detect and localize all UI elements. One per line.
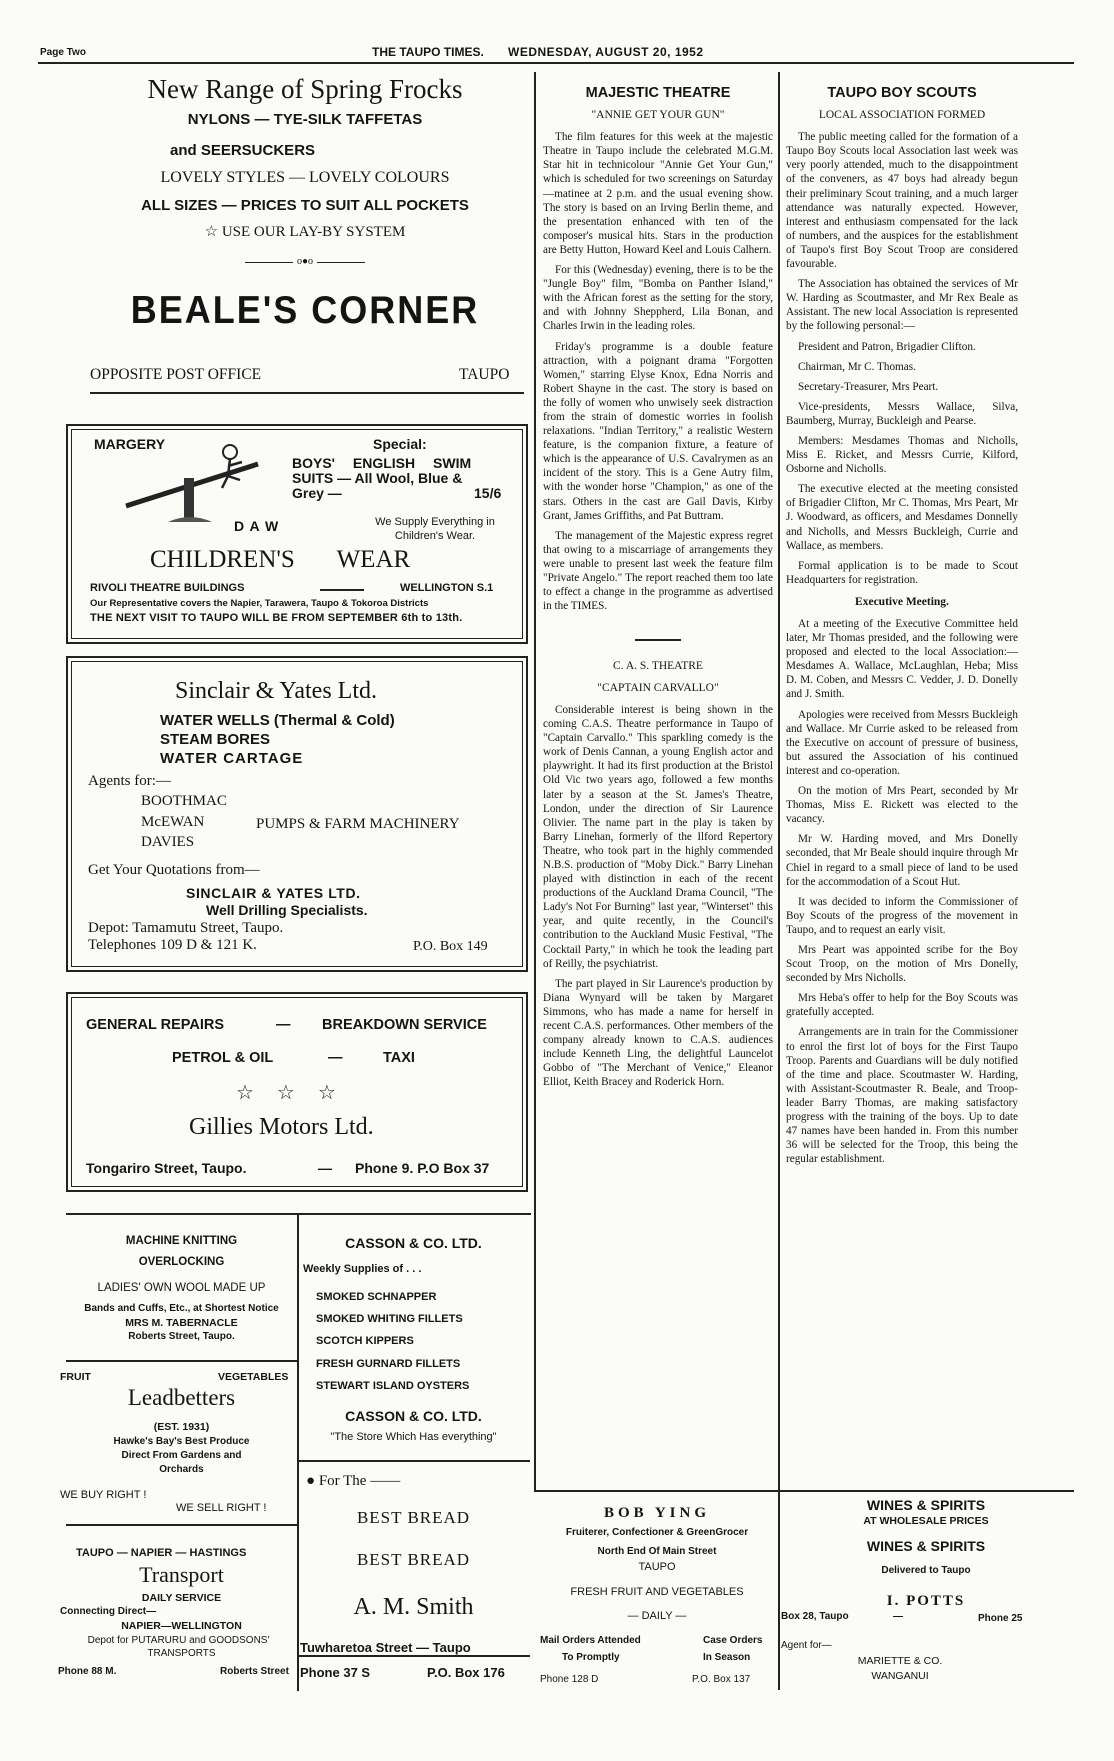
knitting-l3: LADIES' OWN WOOL MADE UP xyxy=(97,1282,266,1294)
bobying-prompt: To Promptly xyxy=(562,1652,620,1663)
leadbetters-est: (EST. 1931) xyxy=(153,1421,210,1433)
gillies-stars: ☆ ☆ ☆ xyxy=(236,1082,336,1104)
majestic-para-2: For this (Wednesday) evening, there is to be the "Jungle Boy" film, "Bomba on Panther Island," with the African forest as the setting for the story, and with Johnny Sheppherd, Lila Bonan, and Charles Irwin in the leading roles. xyxy=(543,264,773,333)
potts-phone: Phone 25 xyxy=(978,1613,1023,1624)
majestic-para-4: The management of the Majestic express regret that owing to a miscarriage of arrangements they were unable to present last week the feature film "Private Angelo." The report reached them too late to effect a change in the programme as advertised in the TIMES. xyxy=(543,529,773,613)
potts-l3: WINES & SPIRITS xyxy=(866,1538,986,1554)
sinclair-a3: DAVIES xyxy=(141,834,195,850)
scouts-para-1: The public meeting called for the formation of a Taupo Boy Scouts local Association last week was very poorly attended, much to the disappointment of the conveners, as 47 boys had already begun their preliminary Scout training, and a much larger attendance was naturally expected. However, interest and enthusiasm compensated for the lack of numbers, and the auspices for the establishment of Taupo's first Boy Scout Troop are considered favourable. xyxy=(786,131,1018,271)
newspaper-name: THE TAUPO TIMES. xyxy=(372,45,484,59)
sinclair-tel: Telephones 109 D & 121 K. xyxy=(88,937,257,953)
scouts-para-15: Mrs Peart was appointed scribe for the Boy Scout Troop, on the motion of Mrs Donelly, seconded by Mrs Nicholls. xyxy=(786,943,1018,985)
knitting-l4: Bands and Cuffs, Etc., at Shortest Notice xyxy=(84,1303,279,1314)
gillies-l1a: GENERAL REPAIRS xyxy=(86,1017,225,1033)
gillies-l2a: PETROL & OIL xyxy=(172,1050,274,1066)
ornament-rule: o●o xyxy=(245,255,365,269)
issue-date: WEDNESDAY, AUGUST 20, 1952 xyxy=(508,45,704,59)
margery-title: CHILDREN'S WEAR xyxy=(150,546,411,573)
scouts-para-6: Vice-presidents, Messrs Wallace, Silva, Baumberg, Murray, Buckleigh and Pearse. xyxy=(786,400,1018,427)
scouts-exec: Executive Meeting. xyxy=(855,595,949,608)
leadbetters-fruit: FRUIT xyxy=(60,1371,91,1383)
beales-line1: NYLONS — TYE-SILK TAFFETAS xyxy=(187,111,423,128)
knitting-l6: Roberts Street, Taupo. xyxy=(128,1331,235,1342)
casson-item-4: FRESH GURNARD FILLETS xyxy=(316,1358,461,1370)
casson-item-1: SMOKED SCHNAPPER xyxy=(316,1291,437,1303)
gillies-dash3: — xyxy=(318,1160,332,1176)
scouts-para-5: Secretary-Treasurer, Mrs Peart. xyxy=(798,380,939,393)
casson-item-2: SMOKED WHITING FILLETS xyxy=(316,1313,463,1325)
casson-name: CASSON & CO. LTD. xyxy=(345,1235,482,1251)
scouts-para-9: Formal application is to be made to Scout Headquarters for registration. xyxy=(786,559,1018,586)
cas-head: C. A. S. THEATRE xyxy=(613,659,703,672)
beales-title: New Range of Spring Frocks xyxy=(147,74,463,104)
gillies-addr: Tongariro Street, Taupo. xyxy=(86,1160,247,1176)
sinclair-agents: Agents for:— xyxy=(88,773,171,789)
leadbetters-l1: Hawke's Bay's Best Produce xyxy=(113,1436,250,1447)
casson-name2: CASSON & CO. LTD. xyxy=(345,1408,482,1424)
bobying-mail: Mail Orders Attended xyxy=(540,1635,641,1646)
margery-l1: BOYS' ENGLISH SWIM xyxy=(292,455,472,471)
leadbetters-sell: WE SELL RIGHT ! xyxy=(176,1502,267,1514)
bobying-name: BOB YING xyxy=(603,1505,711,1521)
potts-name: I. POTTS xyxy=(886,1593,966,1609)
smith-box: P.O. Box 176 xyxy=(427,1665,505,1680)
casson-item-5: STEWART ISLAND OYSTERS xyxy=(316,1380,470,1392)
beales-line4: ALL SIZES — PRICES TO SUIT ALL POCKETS xyxy=(141,197,469,214)
transport-nw: NAPIER—WELLINGTON xyxy=(121,1620,242,1632)
margery-l3a: Grey — xyxy=(292,485,342,501)
bobying-case: Case Orders xyxy=(703,1635,763,1646)
scouts-para-12: On the motion of Mrs Peart, seconded by Mr Thomas, Miss E. Rickett was elected to the vacancy. xyxy=(786,785,1018,826)
beales-bottom-rule xyxy=(90,392,524,394)
scouts-article xyxy=(786,84,1018,1172)
smith-phone: Phone 37 S xyxy=(300,1665,371,1680)
bobying-l3: TAUPO xyxy=(638,1561,676,1573)
leadbetters-bottom-rule xyxy=(66,1524,297,1526)
bobying-box: P.O. Box 137 xyxy=(692,1674,751,1685)
sinclair-l1: WATER WELLS (Thermal & Cold) xyxy=(160,712,395,729)
margery-l2: SUITS — All Wool, Blue & xyxy=(292,470,463,486)
margery-l3b: 15/6 xyxy=(474,485,502,501)
transport-route: TAUPO — NAPIER — HASTINGS xyxy=(76,1547,247,1559)
cas-para-1: Considerable interest is being shown in the coming C.A.S. Theatre performance in Taupo of "Captain Carvallo." This sparkling comedy is the work of Denis Cannan, a young English actor and playwright. It had its first production at the Bristol Old Vic two years ago, followed a few months later by a season at the St. James's Theatre, London, under the direction of Sir Laurence Olivier. The name part in the play is taken by Barry Linehan, formerly of the Ilford Repertory Theatre, who took part in the highly commended N.B.S. production of "Moby Dick." Barry Linehan played with distinction in each of the recent productions of the Auckland Drama Council, "The Lady's Not For Burning" last year, "Winterset" this year, and quite recently, in the Council's contribution to the Auckland Music Festival, "The Cocktail Party," in which he took the leading part of Reilly, the psychiatrist. xyxy=(543,703,773,970)
transport-depot: Depot for PUTARURU and GOODSONS' xyxy=(87,1635,270,1646)
scouts-para-14: It was decided to inform the Commissioner of Boy Scouts of the progress of the movement in Taupo, and to request an early visit. xyxy=(786,895,1018,936)
smith-mid-rule xyxy=(297,1655,530,1657)
margery-dash xyxy=(320,589,364,591)
sinclair-a2: McEWAN xyxy=(141,814,205,830)
sinclair-box: P.O. Box 149 xyxy=(413,939,488,954)
bobying-phone: Phone 128 D xyxy=(540,1674,599,1685)
transport-street: Roberts Street xyxy=(220,1666,289,1677)
casson-item-3: SCOTCH KIPPERS xyxy=(316,1335,414,1347)
scouts-para-10: At a meeting of the Executive Committee held later, Mr Thomas presided, and the following were proposed and elected to the local Association:—Mesdames A. Wallace, McLaughlan, Heba; Miss D. M. Coben, and Messrs C. Vedder, J. D. Donelly and J. Smith. xyxy=(786,618,1018,701)
sinclair-a1: BOOTHMAC xyxy=(141,793,227,809)
scouts-para-16: Mrs Heba's offer to help for the Boy Scouts was gratefully accepted. xyxy=(786,992,1018,1019)
beales-name: BEALE'S CORNER xyxy=(130,287,480,332)
bobying-l5: — DAILY — xyxy=(627,1610,687,1622)
gillies-dash2: — xyxy=(328,1050,343,1066)
potts-box: Box 28, Taupo xyxy=(781,1611,849,1622)
scouts-para-3: President and Patron, Brigadier Clifton. xyxy=(798,340,976,353)
sinclair-l3: WATER CARTAGE xyxy=(160,750,304,767)
scouts-para-4: Chairman, Mr C. Thomas. xyxy=(798,360,916,373)
cas-para-2: The part played in Sir Laurence's production by Diana Wynyard will be taken by Margaret Simmons, who has made a name for herself in recent C.A.S. performances. Other members of the company already known to C.A.S. audiences include Kenneth Ling, the delightful Launcelot Gobbo of "The Merchant of Venice," Eleanor Elliot, Keith Bracey and Roderick Horn. xyxy=(543,977,773,1089)
scouts-para-11: Apologies were received from Messrs Buckleigh and Wallace. Mr Currie asked to be released from the Executive on account of pressure of business, but assured the Association of his continued interest and co-operation. xyxy=(786,708,1018,777)
page-number: Page Two xyxy=(40,47,86,58)
leadbetters-name: Leadbetters xyxy=(127,1385,236,1410)
gillies-name: Gillies Motors Ltd. xyxy=(189,1114,374,1140)
article-divider xyxy=(635,639,681,641)
sinclair-title: Sinclair & Yates Ltd. xyxy=(175,678,377,704)
beales-right: TAUPO xyxy=(459,366,510,383)
beales-line2: and SEERSUCKERS xyxy=(170,142,316,159)
sinclair-l2: STEAM BORES xyxy=(160,731,271,748)
casson-bottom-rule xyxy=(297,1460,530,1462)
sinclair-quote: Get Your Quotations from— xyxy=(88,862,260,878)
scouts-para-8: The executive elected at the meeting consisted of Brigadier Clifton, Mr C. Thomas, Mrs Peart, Mr J. Woodward, as officers, and Mesdames Donnelly and Nicholls, and Messrs Buckleigh, Currie and Wallace, as members. xyxy=(786,483,1018,552)
knitting-l2: OVERLOCKING xyxy=(138,1256,225,1268)
beales-layby xyxy=(90,222,520,241)
cas-sub: "CAPTAIN CARVALLO" xyxy=(597,681,719,694)
scouts-head: TAUPO BOY SCOUTS xyxy=(827,85,977,101)
bobying-l1: Fruiterer, Confectioner & GreenGrocer xyxy=(565,1527,749,1538)
smith-name: A. M. Smith xyxy=(353,1594,474,1620)
gillies-l2b: TAXI xyxy=(383,1050,415,1066)
majestic-sub: "ANNIE GET YOUR GUN" xyxy=(591,109,725,122)
potts-dash: — xyxy=(893,1611,903,1622)
scouts-para-17: Arrangements are in train for the Commissioner to enrol the first lot of boys for the First Taupo Troop. Parents and Guardians will be duly notified of the time and place. Scoutmaster W. Harding, with Assistant-Scoutmaster R. Beale, and Troop-leader Barry Thomas, are making satisfactory progress with the training of the boys. Up to date 47 names have been handed in. From this number 36 will be selected for the Troop, this being the regular establishment. xyxy=(786,1026,1018,1166)
smith-best1: BEST BREAD xyxy=(356,1508,471,1527)
transport-daily: DAILY SERVICE xyxy=(141,1592,222,1604)
sinclair-name: SINCLAIR & YATES LTD. xyxy=(186,885,361,901)
margery-rep: Our Representative covers the Napier, Tarawera, Taupo & Tokoroa Districts xyxy=(90,598,429,609)
scouts-para-2: The Association has obtained the services of Mr W. Harding as Scoutmaster, and Mr Rex Beale as Assistant. The new local Association is represented by the following personal:— xyxy=(786,278,1018,333)
potts-l1: WINES & SPIRITS xyxy=(866,1497,986,1513)
leadbetters-buy: WE BUY RIGHT ! xyxy=(60,1489,147,1501)
column-divider-1 xyxy=(534,72,536,1490)
potts-a1: MARIETTE & CO. xyxy=(857,1655,943,1667)
margery-name2: D A W xyxy=(234,518,280,534)
knitting-bottom-rule xyxy=(66,1360,297,1362)
gillies-dash1: — xyxy=(276,1017,291,1033)
smith-for-text: For The xyxy=(318,1473,367,1489)
leadbetters-veg: VEGETABLES xyxy=(218,1371,289,1383)
bobying-season: In Season xyxy=(703,1652,751,1663)
knitting-l1: MACHINE KNITTING xyxy=(125,1235,238,1247)
sinclair-spec: Well Drilling Specialists. xyxy=(206,902,368,918)
beales-left: OPPOSITE POST OFFICE xyxy=(90,366,262,383)
star-icon: ☆ xyxy=(204,224,222,240)
transport-name: Transport xyxy=(139,1562,224,1587)
gillies-phone: Phone 9. P.O Box 37 xyxy=(355,1160,490,1176)
transport-trans: TRANSPORTS xyxy=(147,1648,216,1659)
transport-phone: Phone 88 M. xyxy=(58,1666,117,1677)
margery-visit: THE NEXT VISIT TO TAUPO WILL BE FROM SEPTEMBER 6th to 13th. xyxy=(90,612,463,624)
masthead-rule xyxy=(38,62,1074,64)
transport-conn: Connecting Direct— xyxy=(60,1606,157,1617)
knitting-l5: MRS M. TABERNACLE xyxy=(125,1317,238,1329)
leadbetters-l3: Orchards xyxy=(159,1464,204,1475)
scouts-para-13: Mr W. Harding moved, and Mrs Donelly seconded, that Mr Beale should inquire through Mr Chiel in regard to a small piece of land to be used for the accommodation of a Scout Hut. xyxy=(786,833,1018,888)
margery-supply: We Supply Everything in Children's Wear. xyxy=(375,516,495,542)
gillies-l1b: BREAKDOWN SERVICE xyxy=(322,1017,487,1033)
margery-special: Special: xyxy=(373,436,427,452)
majestic-para-3: Friday's programme is a double feature attraction, with a poignant drama "Forgotten Women," starring Elyse Knox, Edna Norris and Robert Shayne in the cast. The story is based on the folly of women who unwisely seek distraction from the strain of domestic worries in foolish relaxations. "Indian Territory," a realistic Western feature, is the companion fixture, a feature of which is the appearance of U.S. Cavalrymen as an incident of the story. This is a Gene Autry film, with the wonder horse "Champion," as one of the stars. Others in the cast are Gail Davis, Kirby Grant, James Griffiths, and Pat Buttram. xyxy=(543,340,773,522)
leadbetters-l2: Direct From Gardens and xyxy=(121,1450,242,1461)
bobying-l4: FRESH FRUIT AND VEGETABLES xyxy=(570,1586,744,1598)
majestic-head: MAJESTIC THEATRE xyxy=(585,85,731,101)
majestic-article xyxy=(543,84,773,1096)
seesaw-illustration xyxy=(118,436,268,526)
scouts-sub: LOCAL ASSOCIATION FORMED xyxy=(818,109,986,122)
beales-ad xyxy=(90,72,520,331)
scouts-para-7: Members: Mesdames Thomas and Nicholls, Miss E. Ricket, and Messrs Currie, Kilford, Osborne and Nicholls. xyxy=(786,434,1018,476)
bobying-l2: North End Of Main Street xyxy=(597,1546,717,1557)
margery-name1: MARGERY xyxy=(94,436,166,452)
potts-agent: Agent for— xyxy=(781,1640,832,1651)
smith-for: ● For The —— xyxy=(306,1473,401,1489)
potts-l4: Delivered to Taupo xyxy=(881,1565,971,1576)
bottom-grid-top-rule xyxy=(66,1213,531,1215)
margery-city: WELLINGTON S.1 xyxy=(400,582,494,594)
margery-bldg: RIVOLI THEATRE BUILDINGS xyxy=(90,582,245,594)
casson-weekly: Weekly Supplies of . . . xyxy=(303,1263,422,1275)
beales-line5: USE OUR LAY-BY SYSTEM xyxy=(221,224,406,240)
potts-l2: AT WHOLESALE PRICES xyxy=(863,1515,989,1527)
sinclair-depot: Depot: Tamamutu Street, Taupo. xyxy=(88,920,284,936)
smith-street: Tuwharetoa Street — Taupo xyxy=(300,1640,471,1655)
column-divider-2 xyxy=(778,72,780,1490)
beales-line3: LOVELY STYLES — LOVELY COLOURS xyxy=(160,169,450,186)
potts-a2: WANGANUI xyxy=(871,1670,929,1682)
bottom-right-top-rule xyxy=(534,1490,1074,1492)
casson-tag: "The Store Which Has everything" xyxy=(330,1431,497,1443)
bullet-icon: ● xyxy=(306,1473,319,1489)
sinclair-pumps: PUMPS & FARM MACHINERY xyxy=(256,816,460,832)
majestic-para-1: The film features for this week at the majestic Theatre in Taupo include the celebrated M.G.M. Star hit in technicolour "Annie Get Your Gun," which is scheduled for two screenings on Saturday—matinee at 2 p.m. and the usual evening show. The story is based on an Irving Berlin theme, and the presentation enhanced with ten of the composer's musical hits. Stars in the production are Betty Hutton, Howard Keel and Louis Calhern. xyxy=(543,131,773,256)
smith-best2: BEST BREAD xyxy=(356,1550,471,1569)
